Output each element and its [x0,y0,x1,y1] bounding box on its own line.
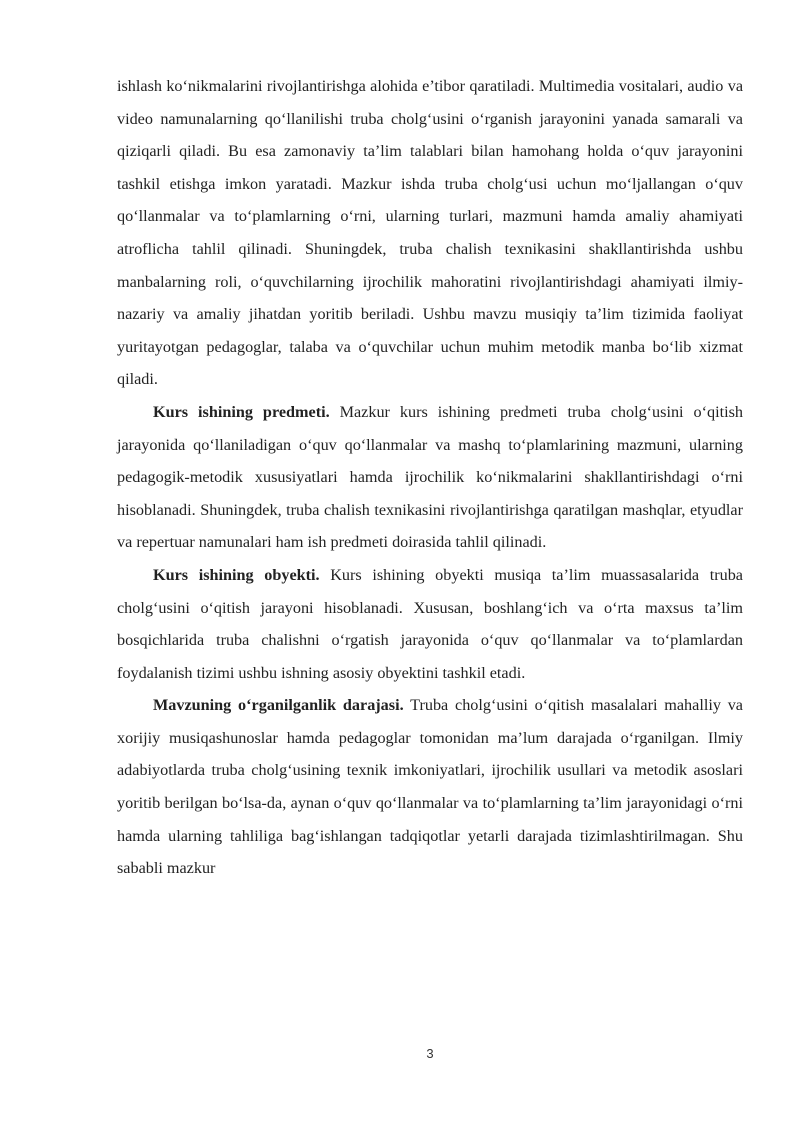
research-level-paragraph [117,689,743,885]
subject-paragraph [117,396,743,559]
research-level-text: Truba cholg‘usini o‘qitish masalalari mahalliy va xorijiy musiqashunoslar hamda pedagoglar tomonidan ma’lum darajada o‘rganilgan. Ilmiy adabiyotlarda truba cholg‘usining texnik imkoniyatlari, ijrochilik usullari va metodik asoslari yoritib berilgan bo‘lsa-da, aynan o‘quv qo‘llanmalar va to‘plamlarning ta’lim jarayonidagi o‘rni hamda ularning tahliliga bag‘ishlangan tadqiqotlar yetarli darajada tizimlashtirilmagan. Shu sababli mazkur [117,696,743,878]
object-heading: Kurs ishining obyekti. [153,565,320,584]
object-paragraph [117,559,743,689]
page-number: 3 [426,1046,434,1061]
object-text: Kurs ishining obyekti musiqa ta’lim muassasalarida truba cholg‘usini o‘qitish jarayoni hisoblanadi. Xususan, boshlang‘ich va o‘rta maxsus ta’lim bosqichlarida truba chalishni o‘rgatish jarayonida o‘quv qo‘llanmalar va to‘plamlardan foydalanish tizimi ushbu ishning asosiy obyektini tashkil etadi. [117,565,743,682]
subject-heading: Kurs ishining predmeti. [153,402,330,421]
research-level-heading: Mavzuning o‘rganilganlik darajasi. [153,696,404,715]
subject-text: Mazkur kurs ishining predmeti truba cholg‘usini o‘qitish jarayonida qo‘llaniladigan o‘quv qo‘llanmalar va mashq to‘plamlarining mazmuni, ularning pedagogik-metodik xususiyatlari hamda ijrochilik ko‘nikmalarini shakllantirishdagi o‘rni hisoblanadi. Shuningdek, truba chalish texnikasini rivojlantirishga qaratilgan mashqlar, etyudlar va repertuar namunalari ham ish predmeti doirasida tahlil qilinadi. [117,402,743,552]
intro-paragraph: ishlash ko‘nikmalarini rivojlantirishga alohida e’tibor qaratiladi. Multimedia vositalari, audio va video namunalarning qo‘llanilishi truba cholg‘usini o‘rganish jarayonini yanada samarali va qiziqarli qiladi. Bu esa zamonaviy ta’lim talablari bilan hamohang holda o‘quv jarayonini tashkil etishga imkon yaratadi. Mazkur ishda truba cholg‘usi uchun mo‘ljallangan o‘quv qo‘llanmalar va to‘plamlarning o‘rni, ularning turlari, mazmuni hamda amaliy ahamiyati atroflicha tahlil qilinadi. Shuningdek, truba chalish texnikasini shakllantirishda ushbu manbalarning roli, o‘quvchilarning ijrochilik mahoratini rivojlantirishdagi ahamiyati ilmiy-nazariy va amaliy jihatdan yoritib beriladi. Ushbu mavzu musiqiy ta’lim tizimida faoliyat yuritayotgan pedagoglar, talaba va o‘quvchilar uchun muhim metodik manba bo‘lib xizmat qiladi. [117,77,743,389]
document-page [117,70,743,885]
